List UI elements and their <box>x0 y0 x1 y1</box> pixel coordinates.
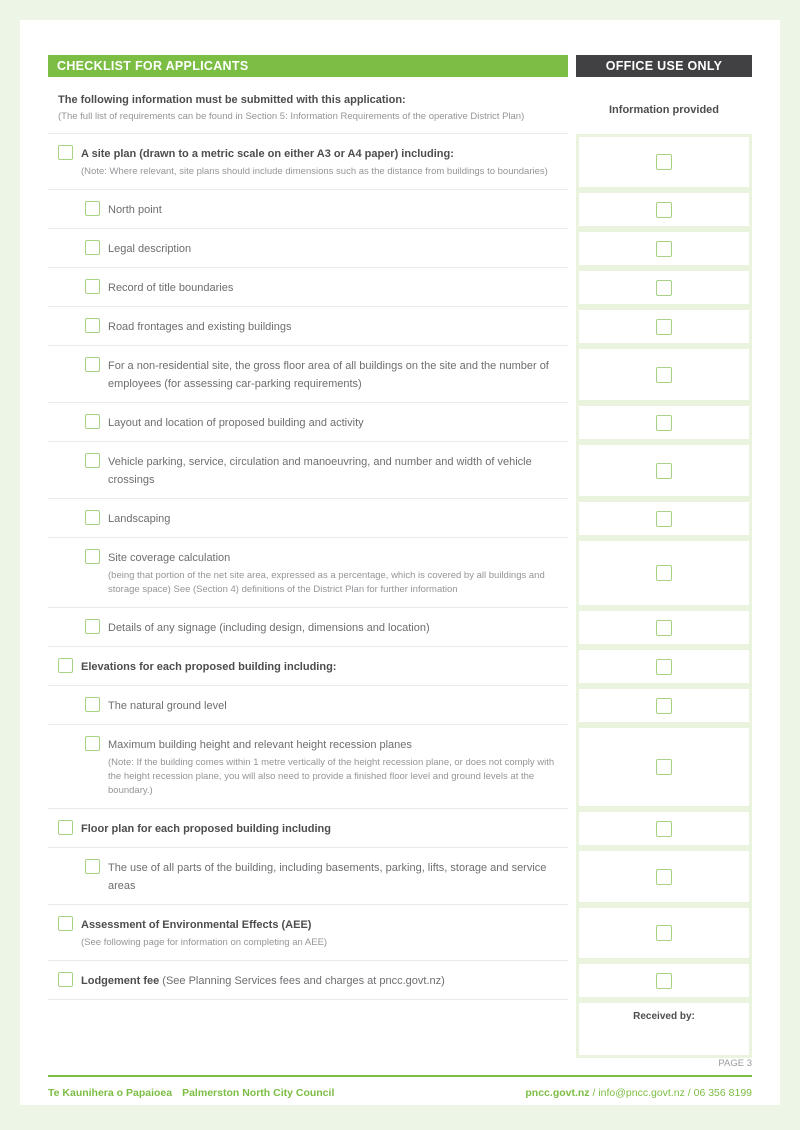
office-use-cell <box>576 608 752 647</box>
item-text <box>81 971 445 989</box>
received-by-row <box>48 1000 752 1058</box>
checklist-item-cell <box>48 442 568 499</box>
office-checkbox[interactable] <box>656 821 672 837</box>
office-use-box <box>579 541 749 605</box>
checklist-item-cell <box>48 961 568 1000</box>
checklist-row <box>48 538 752 608</box>
office-use-box <box>579 611 749 644</box>
checklist-rows <box>48 134 752 1000</box>
checklist-item-cell <box>48 134 568 190</box>
council-english-name: Palmerston North City Council <box>182 1087 335 1099</box>
item-note: (Note: If the building comes within 1 metre vertically of the height recession plane, or does not comply with the height recession plane, you will also need to provide a finished floor level and ground levels at the boundary.) <box>108 757 555 796</box>
checklist-item-cell <box>48 686 568 725</box>
item-text <box>108 200 162 218</box>
item-text <box>108 618 430 636</box>
intro-note: (The full list of requirements can be found in Section 5: Information Requirements of the operative District Plan) <box>58 111 525 122</box>
item-title: The natural ground level <box>108 700 227 712</box>
item-text <box>108 509 170 527</box>
office-use-box <box>579 964 749 997</box>
checklist-item-cell <box>48 848 568 905</box>
checklist-item-cell <box>48 608 568 647</box>
checklist-item-cell <box>48 905 568 961</box>
footer-row <box>48 1087 752 1099</box>
item-text <box>108 356 558 392</box>
page-number: PAGE 3 <box>718 1058 752 1069</box>
checklist-item-cell <box>48 190 568 229</box>
item-title: Legal description <box>108 243 192 255</box>
office-checkbox[interactable] <box>656 154 672 170</box>
item-text <box>108 858 558 894</box>
item-note: (being that portion of the net site area, expressed as a percentage, which is covered by all buildings and storage space) See (Section 4) definitions of the District Plan for further information <box>108 570 545 595</box>
office-checkbox[interactable] <box>656 280 672 296</box>
item-checkbox[interactable] <box>85 279 100 294</box>
item-checkbox[interactable] <box>85 357 100 372</box>
council-maori-name: Te Kaunihera o Papaioea <box>48 1087 173 1099</box>
intro-text: The following information must be submitted with this application: <box>58 94 406 106</box>
checklist-item-cell <box>48 403 568 442</box>
item-checkbox[interactable] <box>85 240 100 255</box>
office-use-box <box>579 349 749 400</box>
office-use-box <box>579 406 749 439</box>
office-checkbox[interactable] <box>656 869 672 885</box>
item-checkbox[interactable] <box>58 916 73 931</box>
item-text <box>108 735 558 798</box>
item-checkbox[interactable] <box>85 201 100 216</box>
item-title: The use of all parts of the building, including basements, parking, lifts, storage and service areas <box>108 862 547 892</box>
checklist-row <box>48 499 752 538</box>
checklist-item-cell <box>48 268 568 307</box>
item-text <box>108 317 291 335</box>
checklist-row <box>48 442 752 499</box>
checklist-item-cell <box>48 725 568 809</box>
office-use-cell <box>576 538 752 608</box>
office-use-box <box>579 271 749 304</box>
checklist-item-cell <box>48 499 568 538</box>
item-text <box>108 696 227 714</box>
office-use-cell <box>576 809 752 848</box>
item-checkbox[interactable] <box>85 510 100 525</box>
office-use-box <box>579 193 749 226</box>
office-use-cell <box>576 403 752 442</box>
office-use-cell <box>576 686 752 725</box>
item-text <box>108 548 558 597</box>
office-checkbox[interactable] <box>656 367 672 383</box>
item-checkbox[interactable] <box>58 145 73 160</box>
office-checkbox[interactable] <box>656 659 672 675</box>
office-use-cell <box>576 229 752 268</box>
item-note: (Note: Where relevant, site plans should include dimensions such as the distance from buildings to boundaries) <box>81 166 548 177</box>
item-text <box>108 239 191 257</box>
item-title: Landscaping <box>108 513 171 525</box>
council-name <box>48 1087 334 1099</box>
item-text <box>108 452 558 488</box>
office-checkbox[interactable] <box>656 565 672 581</box>
item-text <box>81 819 331 837</box>
item-title: Layout and location of proposed building and activity <box>108 417 364 429</box>
office-use-box <box>579 851 749 902</box>
item-suffix: (See Planning Services fees and charges at pncc.govt.nz) <box>159 975 445 987</box>
office-use-title: OFFICE USE ONLY <box>605 59 723 73</box>
checklist-item-cell <box>48 346 568 403</box>
received-by-label: Received by: <box>633 1011 695 1022</box>
checklist-item-cell <box>48 647 568 686</box>
checklist-row <box>48 229 752 268</box>
office-use-cell <box>576 442 752 499</box>
item-checkbox[interactable] <box>58 820 73 835</box>
footer-divider <box>48 1075 752 1077</box>
office-checkbox[interactable] <box>656 973 672 989</box>
checklist-item-cell <box>48 307 568 346</box>
office-use-box <box>579 908 749 958</box>
received-by-spacer <box>48 1000 568 1058</box>
office-checkbox[interactable] <box>656 698 672 714</box>
office-use-box <box>579 502 749 535</box>
office-use-header-bar <box>576 55 752 77</box>
item-title: Site coverage calculation <box>108 552 231 564</box>
office-checkbox[interactable] <box>656 319 672 335</box>
checklist-row <box>48 686 752 725</box>
item-title: Floor plan for each proposed building including <box>81 823 331 835</box>
item-title: Elevations for each proposed building including: <box>81 661 337 673</box>
item-checkbox[interactable] <box>85 414 100 429</box>
office-checkbox[interactable] <box>656 202 672 218</box>
office-use-cell <box>576 190 752 229</box>
office-use-box <box>579 137 749 187</box>
item-text <box>108 278 233 296</box>
item-text <box>108 413 364 431</box>
office-use-cell <box>576 961 752 1000</box>
checklist-item-cell <box>48 538 568 608</box>
office-use-box <box>579 232 749 265</box>
item-title: Maximum building height and relevant height recession planes <box>108 739 412 751</box>
item-title: Vehicle parking, service, circulation and manoeuvring, and number and width of vehicle crossings <box>108 456 532 486</box>
checklist-header-bar <box>48 55 568 77</box>
item-title: North point <box>108 204 162 216</box>
item-title: Details of any signage (including design, dimensions and location) <box>108 622 430 634</box>
header-bars <box>48 55 752 77</box>
contact-details: / info@pncc.govt.nz / 06 356 8199 <box>589 1087 752 1099</box>
checklist-row <box>48 307 752 346</box>
item-checkbox[interactable] <box>85 697 100 712</box>
checklist-row <box>48 346 752 403</box>
footer <box>48 1058 752 1099</box>
office-use-cell <box>576 346 752 403</box>
checklist-item-cell <box>48 229 568 268</box>
item-title: Lodgement fee <box>81 975 160 987</box>
office-use-cell <box>576 725 752 809</box>
item-text <box>81 915 327 950</box>
item-title: A site plan (drawn to a metric scale on either A3 or A4 paper) including: <box>81 148 454 160</box>
office-use-box <box>579 689 749 722</box>
checklist-row <box>48 134 752 190</box>
office-checkbox[interactable] <box>656 463 672 479</box>
office-use-cell <box>576 848 752 905</box>
item-note: (See following page for information on completing an AEE) <box>81 937 328 948</box>
item-checkbox[interactable] <box>85 859 100 874</box>
item-checkbox[interactable] <box>85 549 100 564</box>
office-use-cell <box>576 647 752 686</box>
item-checkbox[interactable] <box>58 972 73 987</box>
office-checkbox[interactable] <box>656 759 672 775</box>
office-use-cell <box>576 268 752 307</box>
information-provided-header <box>576 85 752 134</box>
office-use-box <box>579 310 749 343</box>
item-title: For a non-residential site, the gross floor area of all buildings on the site and the number of employees (for assessing car-parking requirements) <box>108 360 549 390</box>
office-checkbox[interactable] <box>656 241 672 257</box>
office-use-cell <box>576 307 752 346</box>
intro-cell <box>48 85 568 134</box>
item-checkbox[interactable] <box>58 658 73 673</box>
office-use-box <box>579 728 749 806</box>
office-use-box <box>579 445 749 496</box>
checklist-item-cell <box>48 809 568 848</box>
checklist-row <box>48 190 752 229</box>
item-checkbox[interactable] <box>85 453 100 468</box>
checklist-header-title: CHECKLIST FOR APPLICANTS <box>57 59 249 73</box>
office-use-cell <box>576 134 752 190</box>
checklist-row <box>48 848 752 905</box>
office-checkbox[interactable] <box>656 925 672 941</box>
checklist-row <box>48 905 752 961</box>
form-card <box>20 20 780 1105</box>
intro-row <box>48 85 752 134</box>
checklist-row <box>48 961 752 1000</box>
office-checkbox[interactable] <box>656 415 672 431</box>
checklist-row <box>48 608 752 647</box>
item-text <box>81 657 336 675</box>
item-title: Assessment of Environmental Effects (AEE) <box>81 919 312 931</box>
office-use-cell <box>576 499 752 538</box>
website-text: pncc.govt.nz <box>525 1087 590 1099</box>
office-checkbox[interactable] <box>656 620 672 636</box>
received-by-box <box>579 1003 749 1055</box>
checklist-row <box>48 647 752 686</box>
office-use-box <box>579 650 749 683</box>
item-text <box>81 144 548 179</box>
item-title: Road frontages and existing buildings <box>108 321 292 333</box>
office-use-box <box>579 812 749 845</box>
checklist-row <box>48 809 752 848</box>
checklist-row <box>48 403 752 442</box>
received-by-cell <box>576 1000 752 1058</box>
item-title: Record of title boundaries <box>108 282 234 294</box>
item-checkbox[interactable] <box>85 318 100 333</box>
item-checkbox[interactable] <box>85 736 100 751</box>
item-checkbox[interactable] <box>85 619 100 634</box>
office-checkbox[interactable] <box>656 511 672 527</box>
footer-contact <box>525 1087 752 1099</box>
checklist-row <box>48 725 752 809</box>
office-use-cell <box>576 905 752 961</box>
information-provided-label: Information provided <box>609 103 719 116</box>
checklist-row <box>48 268 752 307</box>
